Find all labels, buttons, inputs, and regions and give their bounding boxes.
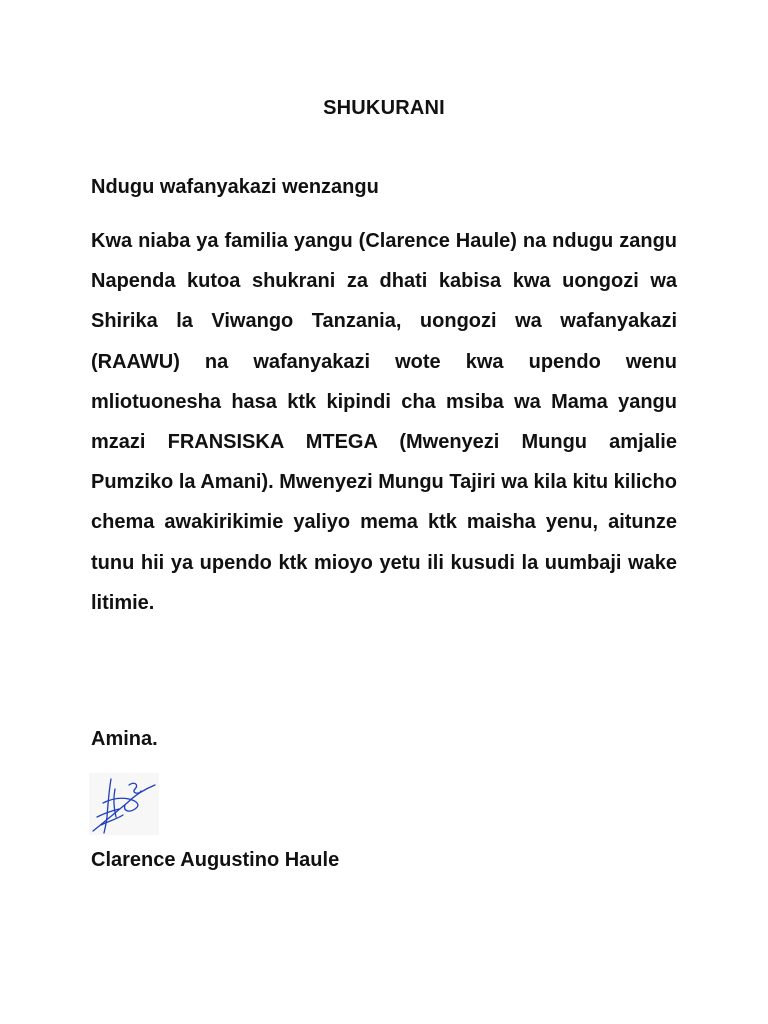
signature-drawing xyxy=(89,773,159,835)
salutation: Ndugu wafanyakazi wenzangu xyxy=(91,176,379,198)
letter-body: Kwa niaba ya familia yangu (Clarence Haule) na ndugu zangu Napenda kutoa shukrani za dhati kabisa kwa uongozi wa Shirika la Viwango Tanzania, uongozi wa wafanyakazi (RAAWU) na wafanyakazi wote kwa upendo wenu mliotuonesha hasa ktk kipindi cha msiba wa Mama yangu mzazi FRANSISKA MTEGA (Mwenyezi Mungu amjalie Pumziko la Amani). Mwenyezi Mungu Tajiri wa kila kitu kilicho chema awakirikimie yaliyo mema ktk maisha yenu, aitunze tunu hii ya upendo ktk mioyo yetu ili kusudi la uumbaji wake litimie. xyxy=(91,230,677,614)
document-title: SHUKURANI xyxy=(323,97,445,119)
closing-line: Amina. xyxy=(91,728,158,750)
signer-name: Clarence Augustino Haule xyxy=(91,849,340,871)
handwritten-signature xyxy=(89,773,159,835)
